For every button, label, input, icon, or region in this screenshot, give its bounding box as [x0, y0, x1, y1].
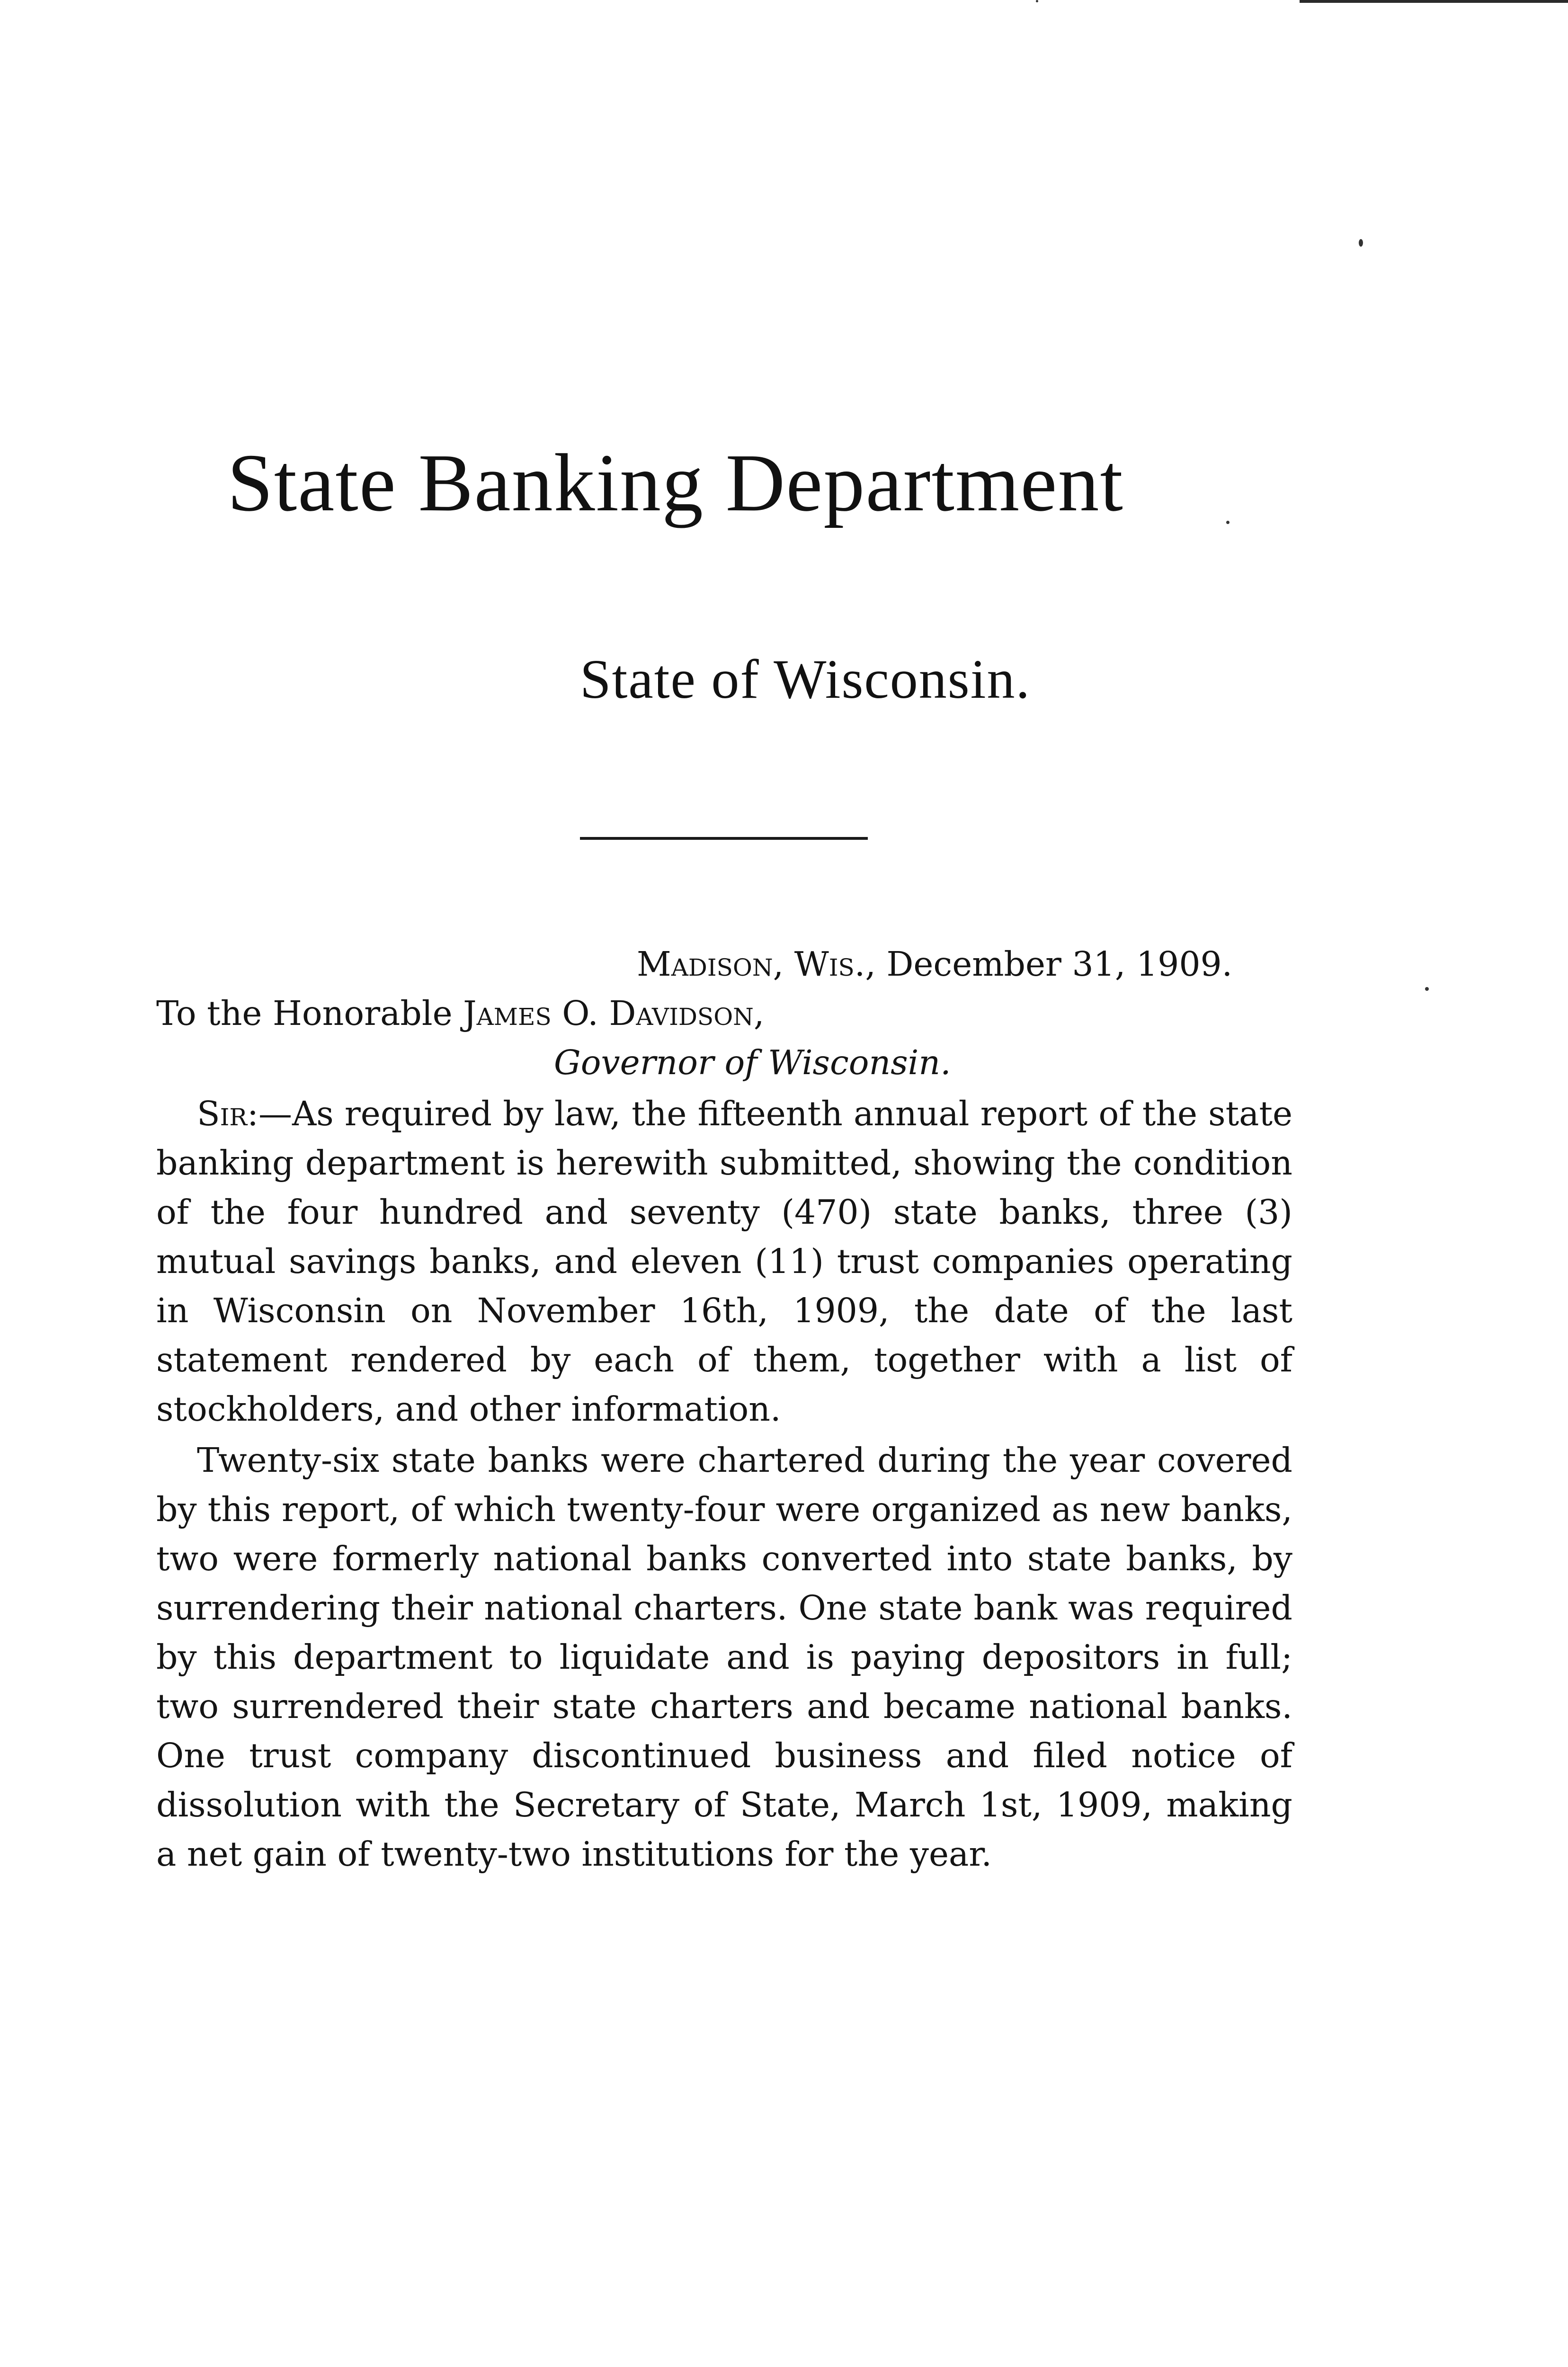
scan-edge-rule — [1300, 0, 1568, 3]
title-divider — [580, 837, 868, 840]
paragraph-1 — [156, 1089, 1292, 1434]
letter-body — [156, 940, 1292, 1879]
paragraph-2 — [156, 1436, 1292, 1879]
addressee — [156, 989, 1292, 1038]
salutation: Sir: — [197, 1094, 258, 1133]
addressee-prefix: To the Honorable — [156, 994, 453, 1033]
addressee-title: Governor of Wisconsin. — [554, 1043, 951, 1082]
page-subtitle: State of Wisconsin. — [579, 648, 1031, 710]
dateline-place: Madison, Wis., — [637, 944, 876, 984]
page-title: State Banking Department — [227, 437, 1124, 528]
scan-speck — [1036, 0, 1038, 2]
paragraph-1-text: —As required by law, the fifteenth annual report of the state banking department is herewith submitted, showing the condition of the four hundred and seventy (470) state banks, three (3) mutual savings banks, and eleven (11) trust companies operating in Wisconsin on November 16th, 1909, the date of the last statement rendered by each of them, together with a list of stockholders, and other information. — [156, 1094, 1292, 1429]
scan-speck — [1359, 239, 1363, 247]
addressee-name: James O. Davidson, — [463, 994, 765, 1033]
dateline-date: December 31, 1909. — [886, 944, 1233, 984]
paragraph-2-text: Twenty-six state banks were chartered during the year covered by this report, of which twenty-four were organized as new banks, two were formerly national banks converted into state banks, by surrendering their national charters. One state bank was required by this department to liquidate and is paying depositors in full; two surrendered their state charters and became national banks. One trust company discontinued business and filed notice of dissolution with the Secretary of State, March 1st, 1909, making a net gain of twenty-two institutions for the year. — [156, 1441, 1292, 1874]
scan-speck — [1425, 987, 1429, 991]
dateline — [156, 940, 1292, 989]
